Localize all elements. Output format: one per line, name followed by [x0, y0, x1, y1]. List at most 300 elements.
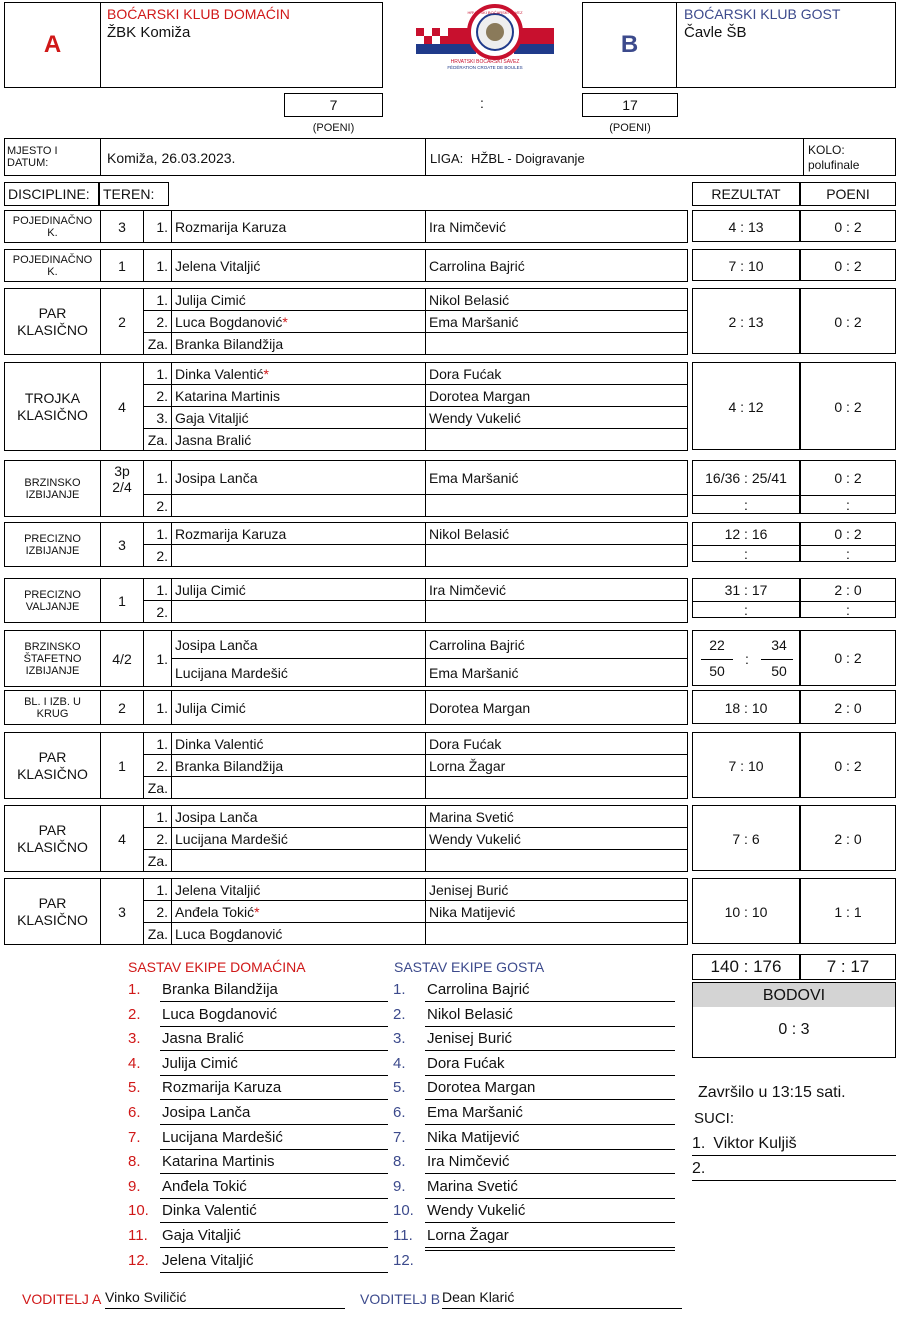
captain-mark: *: [263, 365, 269, 382]
player-number: Za.: [144, 850, 172, 872]
player-number: 1.: [144, 579, 172, 601]
roster-item: [393, 1250, 675, 1274]
home-player: [172, 806, 426, 828]
points-value: 0 : 2: [834, 526, 862, 542]
relay-separator: :: [745, 651, 749, 667]
guest-player: Carrolina Bajrić: [426, 631, 688, 659]
home-player: [172, 333, 426, 355]
guest-player: Dorotea Margan: [426, 385, 688, 407]
result-value-2: :: [693, 601, 799, 618]
result-cell: [692, 288, 800, 354]
guest-club-label: BOĆARSKI KLUB GOST: [684, 6, 841, 22]
discipline-block: [4, 249, 688, 282]
leader-b-label: VODITELJ B: [360, 1291, 441, 1307]
home-player-name: Anđela Tokić: [175, 903, 255, 920]
guest-player: [426, 850, 688, 872]
leader-a-label: VODITELJ A: [22, 1291, 102, 1307]
discipline-terrain: 3: [101, 879, 144, 945]
judge-row: [692, 1157, 896, 1181]
roster-item: [128, 1004, 388, 1028]
guest-player: Marina Svetić: [426, 806, 688, 828]
player-number: 1.: [144, 631, 172, 687]
home-player: [172, 579, 426, 601]
discipline-block: [4, 460, 688, 517]
home-player: [172, 691, 426, 725]
logo-sub2: FÉDÉRATION CROATE DE BOULES: [447, 65, 523, 70]
total-result: 140 : 176: [692, 954, 800, 980]
discipline-block: [4, 578, 688, 623]
total-points: 7 : 17: [800, 954, 896, 980]
result-value: 16/36 : 25/41: [705, 470, 787, 486]
player-number: 1.: [144, 733, 172, 755]
player-number: 1.: [144, 523, 172, 545]
result-value: 31 : 17: [724, 582, 768, 598]
roster-name: Wendy Vukelić: [425, 1200, 675, 1223]
roster-number: 10.: [128, 1202, 149, 1220]
discipline-block: [4, 732, 688, 799]
result-cell: [692, 210, 800, 242]
discipline-block: [4, 362, 688, 451]
result-cell: [692, 690, 800, 724]
roster-item: [128, 1053, 388, 1077]
roster-item: [128, 1151, 388, 1175]
home-player-name: Julija Cimić: [175, 699, 246, 716]
result-cell: [692, 362, 800, 450]
home-player-name: Luca Bogdanović: [175, 313, 283, 330]
roster-number: 2.: [128, 1005, 141, 1023]
home-letter: A: [5, 3, 101, 87]
roster-name: Anđela Tokić: [160, 1176, 388, 1199]
finished-time: Završilo u 13:15 sati.: [698, 1084, 846, 1101]
player-number: 2.: [144, 901, 172, 923]
judge-number: 1.: [692, 1135, 706, 1152]
home-roster-title: SASTAV EKIPE DOMAĆINA: [128, 959, 306, 975]
roster-item: [393, 1176, 675, 1200]
player-number: 2.: [144, 755, 172, 777]
judge-number: 2.: [692, 1160, 706, 1177]
points-value-2: :: [801, 495, 895, 514]
roster-name: Jasna Bralić: [160, 1028, 388, 1051]
result-value: 7 : 10: [728, 258, 764, 274]
roster-number: 3.: [128, 1030, 141, 1048]
roster-number: 6.: [128, 1104, 141, 1121]
guest-player: Dora Fućak: [426, 363, 688, 385]
roster-item: [128, 1127, 388, 1151]
points-value: 0 : 2: [834, 399, 862, 415]
judge-name: Viktor Kuljiš: [713, 1135, 797, 1152]
guest-player: [426, 429, 688, 451]
home-player-name: Lucijana Mardešić: [175, 830, 288, 847]
home-player: [172, 311, 426, 333]
roster-item: [128, 1200, 388, 1224]
home-player: [172, 545, 426, 567]
home-player-name: Dinka Valentić: [175, 365, 264, 382]
roster-number: 10.: [393, 1202, 414, 1220]
judge-row: [692, 1132, 896, 1156]
roster-name: Branka Bilandžija: [160, 979, 388, 1002]
guest-player: Ema Maršanić: [426, 659, 688, 687]
discipline-block: [4, 210, 688, 243]
result-value: 4 : 12: [728, 399, 764, 415]
leader-b-name: Dean Klarić: [442, 1289, 682, 1309]
player-number: Za.: [144, 429, 172, 451]
player-number: Za.: [144, 777, 172, 799]
result-cell: [692, 630, 800, 686]
roster-number: 5.: [128, 1079, 141, 1097]
guest-player: Ira Nimčević: [426, 211, 688, 243]
home-player-name: Lucijana Mardešić: [175, 664, 288, 681]
result-cell: [692, 878, 800, 944]
roster-name: Lorna Žagar: [425, 1225, 675, 1248]
player-number: 2.: [144, 601, 172, 623]
guest-player: [426, 601, 688, 623]
home-club-label: BOĆARSKI KLUB DOMAĆIN: [107, 6, 290, 22]
result-value: 2 : 13: [728, 314, 764, 330]
table-row: [5, 579, 688, 601]
home-player-name: Jelena Vitaljić: [175, 881, 261, 898]
roster-item: [128, 1225, 388, 1249]
result-value: 12 : 16: [724, 526, 768, 542]
relay-home-2: 50: [709, 663, 725, 679]
guest-player: [426, 777, 688, 799]
discipline-terrain: 4/2: [101, 631, 144, 687]
guest-player: Ema Maršanić: [426, 311, 688, 333]
guest-player: Dorotea Margan: [426, 691, 688, 725]
result-value: 7 : 6: [732, 831, 760, 847]
guest-player: Lorna Žagar: [426, 755, 688, 777]
guest-player: [426, 495, 688, 517]
table-row: [5, 691, 688, 725]
home-player: [172, 923, 426, 945]
player-number: 2.: [144, 311, 172, 333]
guest-player: Jenisej Burić: [426, 879, 688, 901]
home-player: [172, 850, 426, 872]
roster-item: [128, 1250, 388, 1274]
home-points-box: 7: [284, 93, 383, 117]
logo-arc-text: HRVATSKI BOĆARSKI SAVEZ: [467, 10, 523, 15]
roster-name: [425, 1250, 675, 1251]
judges-label: SUCI:: [694, 1110, 735, 1127]
guest-club-box: [582, 2, 896, 88]
discipline-terrain: 3p 2/4: [101, 461, 144, 517]
home-player: [172, 429, 426, 451]
roster-name: Ira Nimčević: [425, 1151, 675, 1174]
roster-item: [393, 1102, 675, 1126]
federation-logo: [410, 2, 560, 72]
home-player: [172, 250, 426, 282]
roster-item: [393, 1004, 675, 1028]
home-player: [172, 601, 426, 623]
result-value-2: :: [693, 545, 799, 562]
home-player-name: Rozmarija Karuza: [175, 218, 287, 235]
player-number: Za.: [144, 333, 172, 355]
relay-guest-1: 34: [771, 637, 787, 653]
home-player-name: Julija Cimić: [175, 291, 246, 308]
home-player: [172, 495, 426, 517]
result-value: 4 : 13: [728, 219, 764, 235]
table-row: [5, 733, 688, 755]
discipline-name: PAR KLASIČNO: [5, 879, 101, 945]
roster-number: 1.: [393, 981, 406, 998]
discipline-block: [4, 522, 688, 567]
guest-player: Ira Nimčević: [426, 579, 688, 601]
home-points-label: (POENI): [312, 122, 355, 134]
roster-number: 12.: [128, 1251, 149, 1269]
roster-name: Gaja Vitaljić: [160, 1225, 388, 1248]
roster-number: 4.: [393, 1054, 406, 1072]
discipline-block: [4, 878, 688, 945]
leader-a-name: Vinko Sviličić: [105, 1289, 345, 1309]
home-player: [172, 631, 426, 659]
roster-number: 3.: [393, 1030, 406, 1048]
league-label: LIGA:: [430, 151, 464, 166]
points-cell: [800, 578, 896, 618]
player-number: 1.: [144, 250, 172, 282]
round-label: KOLO:: [808, 143, 845, 157]
discipline-name: POJEDINAČNO K.: [5, 211, 101, 243]
home-player-name: Jasna Bralić: [175, 431, 252, 448]
roster-number: 11.: [128, 1227, 148, 1244]
home-player: [172, 523, 426, 545]
roster-name: Julija Cimić: [160, 1053, 388, 1076]
home-player-name: Gaja Vitaljić: [175, 409, 249, 426]
points-cell: [800, 690, 896, 724]
points-value: 0 : 2: [834, 219, 862, 235]
result-cell: [692, 578, 800, 618]
discipline-terrain: 4: [101, 363, 144, 451]
table-row: [5, 461, 688, 495]
points-header: POENI: [800, 182, 896, 206]
discipline-name: PAR KLASIČNO: [5, 733, 101, 799]
table-row: [5, 523, 688, 545]
result-value: 18 : 10: [724, 700, 768, 716]
roster-name: Dorotea Margan: [425, 1077, 675, 1100]
home-player: [172, 461, 426, 495]
roster-name: Marina Svetić: [425, 1176, 675, 1199]
table-row: [5, 879, 688, 901]
result-cell: [692, 805, 800, 871]
roster-name: Dora Fućak: [425, 1053, 675, 1076]
player-number: 2.: [144, 385, 172, 407]
table-row: [5, 211, 688, 243]
points-cell: [800, 362, 896, 450]
guest-points-label: (POENI): [609, 122, 651, 134]
points-value: 2 : 0: [834, 831, 862, 847]
guest-player: Nikol Belasić: [426, 289, 688, 311]
roster-name: Ema Maršanić: [425, 1102, 675, 1125]
roster-name: Luca Bogdanović: [160, 1004, 388, 1027]
result-header: REZULTAT: [692, 182, 800, 206]
roster-number: 1.: [128, 981, 141, 998]
roster-name: Nikol Belasić: [425, 1004, 675, 1027]
points-value: 0 : 2: [834, 258, 862, 274]
home-player: [172, 659, 426, 687]
roster-number: 5.: [393, 1079, 406, 1097]
home-player: [172, 733, 426, 755]
roster-name: Katarina Martinis: [160, 1151, 388, 1174]
table-row: [5, 806, 688, 828]
points-value-2: :: [801, 601, 895, 618]
result-cell: [692, 460, 800, 514]
guest-letter: B: [583, 3, 677, 87]
table-row: [5, 631, 688, 659]
guest-player: Wendy Vukelić: [426, 407, 688, 429]
discipline-terrain: 2: [101, 289, 144, 355]
roster-number: 6.: [393, 1104, 406, 1121]
roster-number: 11.: [393, 1227, 413, 1244]
home-player-name: Dinka Valentić: [175, 735, 264, 752]
discipline-name: PRECIZNO IZBIJANJE: [5, 523, 101, 567]
table-row: [5, 289, 688, 311]
relay-guest-2: 50: [771, 663, 787, 679]
points-cell: [800, 630, 896, 686]
league-value: HŽBL - Doigravanje: [471, 151, 585, 166]
result-value-2: :: [693, 495, 799, 514]
home-player: [172, 407, 426, 429]
result-cell: [692, 522, 800, 562]
points-cell: [800, 288, 896, 354]
roster-number: 4.: [128, 1054, 141, 1072]
guest-player: Carrolina Bajrić: [426, 250, 688, 282]
result-cell: [692, 732, 800, 798]
points-value: 1 : 1: [834, 904, 862, 920]
score-separator: :: [480, 95, 484, 111]
roster-number: 12.: [393, 1251, 414, 1269]
home-player: [172, 828, 426, 850]
result-value: 10 : 10: [724, 904, 768, 920]
points-value: 2 : 0: [834, 582, 862, 598]
points-cell: [800, 249, 896, 281]
roster-item: [393, 1127, 675, 1151]
result-value: 7 : 10: [728, 758, 764, 774]
discipline-name: PRECIZNO VALJANJE: [5, 579, 101, 623]
home-player-name: Jelena Vitaljić: [175, 257, 261, 274]
home-player-name: Luca Bogdanović: [175, 925, 283, 942]
discipline-block: [4, 630, 688, 687]
roster-number: 9.: [128, 1177, 141, 1195]
points-cell: [800, 732, 896, 798]
table-row: [5, 250, 688, 282]
terrain-header: TEREN:: [99, 182, 169, 206]
guest-roster-title: SASTAV EKIPE GOSTA: [394, 959, 545, 975]
points-value: 0 : 2: [834, 314, 862, 330]
roster-item: [393, 1225, 675, 1249]
logo-sub1: HRVATSKI BOĆARSKI SAVEZ: [450, 59, 520, 65]
roster-number: 8.: [128, 1153, 141, 1171]
roster-item: [393, 1028, 675, 1052]
points-cell: [800, 805, 896, 871]
player-number: 1.: [144, 691, 172, 725]
points-cell: [800, 522, 896, 562]
round-value: polufinale: [808, 158, 860, 172]
home-club-name: ŽBK Komiža: [107, 24, 191, 41]
roster-name: Lucijana Mardešić: [160, 1127, 388, 1150]
home-player-name: Katarina Martinis: [175, 387, 281, 404]
federation-logo-icon: [410, 2, 560, 72]
bodovi-label: BODOVI: [693, 983, 895, 1009]
discipline-block: [4, 288, 688, 355]
discipline-terrain: 2: [101, 691, 144, 725]
roster-name: Jelena Vitaljić: [160, 1250, 388, 1273]
home-player-name: Julija Cimić: [175, 581, 246, 598]
place-date-label: MJESTO I DATUM:: [7, 145, 58, 169]
guest-points-box: 17: [582, 93, 678, 117]
roster-name: Carrolina Bajrić: [425, 979, 675, 1002]
points-value: 2 : 0: [834, 700, 862, 716]
discipline-name: PAR KLASIČNO: [5, 806, 101, 872]
home-player: [172, 363, 426, 385]
player-number: Za.: [144, 923, 172, 945]
points-value: 0 : 2: [834, 470, 862, 486]
points-cell: [800, 210, 896, 242]
guest-player: Nikol Belasić: [426, 523, 688, 545]
home-player: [172, 211, 426, 243]
result-cell: [692, 249, 800, 281]
roster-number: 7.: [128, 1128, 141, 1146]
player-number: 1.: [144, 879, 172, 901]
table-row: [5, 363, 688, 385]
roster-number: 7.: [393, 1128, 406, 1146]
roster-item: [128, 979, 388, 1003]
points-cell: [800, 460, 896, 514]
player-number: 1.: [144, 806, 172, 828]
discipline-terrain: 1: [101, 250, 144, 282]
home-player-name: Josipa Lanča: [175, 808, 258, 825]
discipline-name: POJEDINAČNO K.: [5, 250, 101, 282]
discipline-terrain: 1: [101, 733, 144, 799]
player-number: 1.: [144, 289, 172, 311]
guest-club-name: Čavle ŠB: [684, 24, 747, 41]
discipline-terrain: 1: [101, 579, 144, 623]
roster-item: [128, 1077, 388, 1101]
home-player: [172, 777, 426, 799]
player-number: 1.: [144, 363, 172, 385]
discipline-terrain: 3: [101, 523, 144, 567]
player-number: 3.: [144, 407, 172, 429]
roster-item: [128, 1176, 388, 1200]
points-value: 0 : 2: [834, 758, 862, 774]
roster-name: Nika Matijević: [425, 1127, 675, 1150]
guest-player: [426, 545, 688, 567]
roster-item: [393, 979, 675, 1003]
home-player: [172, 755, 426, 777]
home-player-name: Josipa Lanča: [175, 469, 258, 486]
discipline-name: PAR KLASIČNO: [5, 289, 101, 355]
home-player-name: Branka Bilandžija: [175, 335, 284, 352]
roster-item: [128, 1028, 388, 1052]
roster-number: 8.: [393, 1153, 406, 1171]
captain-mark: *: [254, 903, 260, 920]
points-value-2: :: [801, 545, 895, 562]
home-player: [172, 289, 426, 311]
bodovi-value: 0 : 3: [778, 1021, 810, 1038]
roster-number: 9.: [393, 1177, 406, 1195]
discipline-name: BL. I IZB. U KRUG: [5, 691, 101, 725]
discipline-name: BRZINSKO IZBIJANJE: [5, 461, 101, 517]
discipline-block: [4, 690, 688, 725]
captain-mark: *: [282, 313, 288, 330]
disciplines-header: DISCIPLINE:: [4, 182, 99, 206]
guest-player: Dora Fućak: [426, 733, 688, 755]
bodovi-box: [692, 982, 896, 1058]
discipline-terrain: 3: [101, 211, 144, 243]
roster-name: Jenisej Burić: [425, 1028, 675, 1051]
guest-player: [426, 333, 688, 355]
player-number: 1.: [144, 461, 172, 495]
home-player-name: Branka Bilandžija: [175, 757, 284, 774]
home-club-box: [4, 2, 383, 88]
meta-row: [4, 138, 896, 176]
